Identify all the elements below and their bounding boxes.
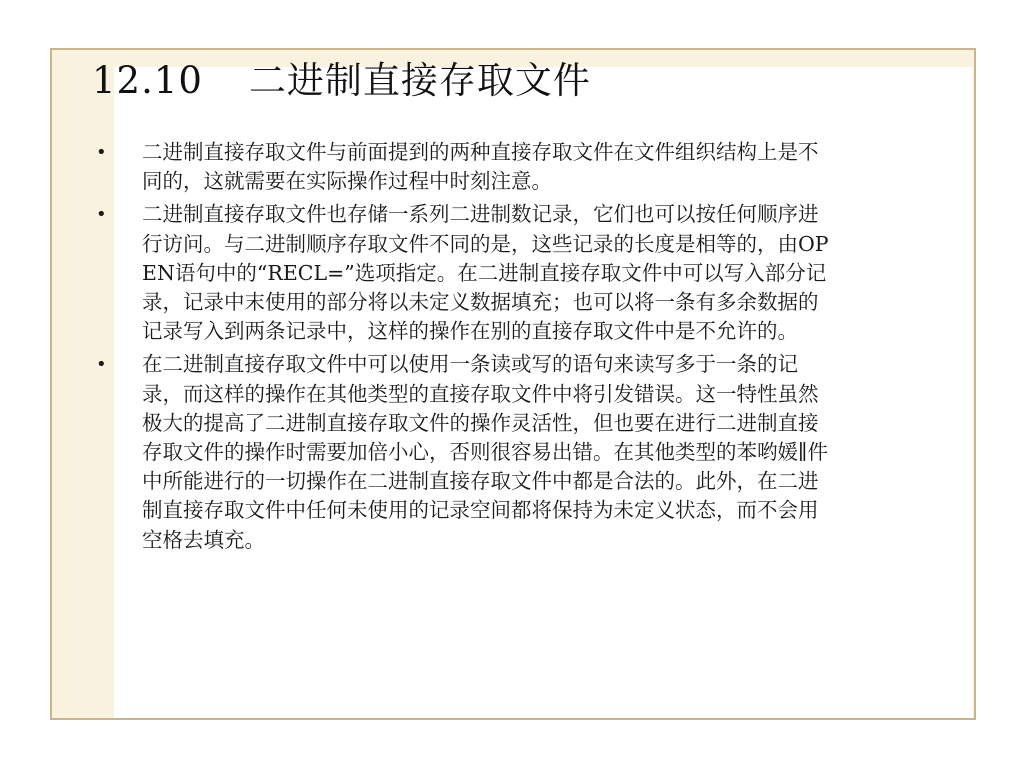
bullet-text: 二进制直接存取文件也存储一系列二进制数记录，它们也可以按任何顺序进行访问。与二进制顺序存取文件不同的是，这些记录的长度是相等的，由OPEN语句中的“RECL=”选项指定。在二进制直接存取文件中可以写入部分记录，记录中末使用的部分将以未定义数据填充；也可以将一条有多余数据的记录写入到两条记录中，这样的操作在别的直接存取文件中是不允许的。 — [142, 202, 829, 344]
bullet-item — [92, 350, 832, 554]
title-number: 12.10 — [92, 59, 203, 102]
title-text: 二进制直接存取文件 — [248, 59, 591, 102]
bullet-item — [92, 200, 832, 346]
bullet-item — [92, 138, 832, 196]
slide-title — [92, 50, 591, 104]
bullet-list — [92, 138, 832, 559]
bullet-marker: • — [96, 354, 107, 376]
bullet-text: 在二进制直接存取文件中可以使用一条读或写的语句来读写多于一条的记录，而这样的操作在其他类型的直接存取文件中将引发错误。这一特性虽然极大的提高了二进制直接存取文件的操作灵活性，但也要在进行二进制直接存取文件的操作时需要加倍小心，否则很容易出错。在其他类型的苯哟媛∥件中所能进行的一切操作在二进制直接存取文件中都是合法的。此外，在二进制直接存取文件中任何未使用的记录空间都将保持为未定义状态，而不会用空格去填充。 — [142, 352, 828, 552]
bullet-text: 二进制直接存取文件与前面提到的两种直接存取文件在文件组织结构上是不同的，这就需要在实际操作过程中时刻注意。 — [142, 140, 819, 194]
bullet-marker: • — [96, 204, 107, 226]
bullet-marker: • — [96, 142, 107, 163]
